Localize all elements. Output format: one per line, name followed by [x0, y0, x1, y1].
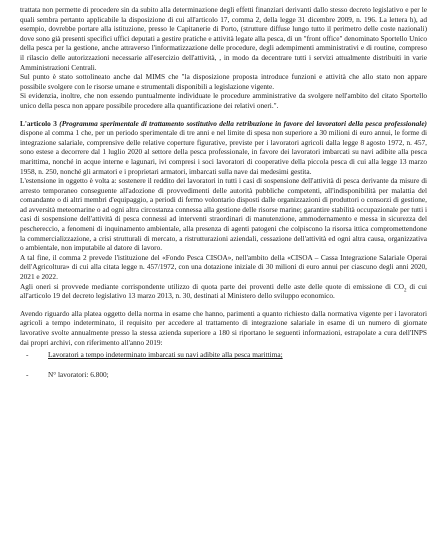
article3-text-comma1: dispone al comma 1 che, per un periodo sperimentale di tre anni e nel limite di spesa non superiore a 30 milioni di euro annui, le forme di integrazione salariale, comprensive delle relative coperture figurative, previste per i lavoratori agricoli dalla legge 8 agosto 1972, n. 457, sono estese a decorrere dal 1 luglio 2020 al settore della pesca professionale, in favore dei lavoratori imbarcati su navi adibite alla pesca marittima, nonché in acque interne e lagunari, ivi compresi i soci lavoratori di cooperative della piccola pesca di cui alla legge 13 marzo 1958, n. 250, nonché gli armatori e i proprietari armatori, imbarcati sulla nave dai medesimi gestita.: [20, 128, 427, 176]
paragraph-article3: [20, 119, 427, 177]
paragraph-quantification-note: Si evidenzia, inoltre, che non essendo puntualmente individuate le procedure amministrative da svolgere nell'ambito del citato Sportello unico della pesca non appare possibile procedere alla quantificazione dei relativi oneri.".: [20, 91, 427, 110]
paragraph-article3-funding: [20, 282, 427, 301]
paragraph-inps-data: Avendo riguardo alla platea oggetto della norma in esame che hanno, parimenti a quanto richiesto dalla normativa vigente per i lavoratori agricoli a tempo indeterminato, il requisito per accedere al trattamento di integrazione salariale in esame di un numero di giornate lavorative svolte annualmente presso la stessa azienda superiore a 180 si riportano le seguenti informazioni, estrapolate a cura dell'INPS dai propri archivi, con riferimento all'anno 2019:: [20, 308, 427, 347]
paragraph-article3-fund: A tal fine, il comma 2 prevede l'istituzione del «Fondo Pesca CISOA», nell'ambito della «CISOA – Cassa Integrazione Salariale Operai dell'Agricoltura» di cui alla citata legge n. 457/1972, con una dotazione iniziale di 30 milioni di euro annui per ciascuno degli anni 2020, 2021 e 2022.: [20, 252, 427, 282]
co2-subscript: 2: [404, 288, 407, 294]
data-list: [20, 350, 427, 379]
list-dash: -: [26, 369, 29, 379]
list-item-text: N° lavoratori: 6.800;: [48, 369, 109, 379]
article3-label: L'articolo 3: [20, 118, 57, 128]
funding-text-b: di cui all'articolo 19 del decreto legislativo 13 marzo 2013, n. 30, destinati al Ministero dello sviluppo economico.: [20, 281, 427, 301]
paragraph-article3-extension: L'estensione in oggetto è volta a: sostenere il reddito dei lavoratori in tutti i casi di sospensione dell'attività di pesca derivante da misure di arresto temporaneo conseguente all'adozione di provvedimenti delle autorità pubbliche competenti, all'indisponibilità per malattia del comandante o di altri membri d'equipaggio, a periodi di fermo volontario disposti dalle organizzazioni di produttori o consorzi di gestione, ad avversità meteomarine o ad ogni altra circostanza connessa alla gestione delle risorse marine; garantire stabilità occupazionale per tutti i casi di sospensione dell'attività di pesca connessi ad interventi straordinari di manutenzione, ammodernamento e messa in sicurezza del peschereccio, a fenomeni di inquinamento ambientale, alla presenza di agenti patogeni che colpiscono la risorsa ittica compromettendone la commercializzazione, a crisi strutturali di mercato, a ristrutturazioni aziendali, cessazione dell'attività ed ogni altra causa, organizzativa o ambientale, non imputabile al datore di lavoro.: [20, 176, 427, 253]
list-item: [20, 370, 427, 380]
paragraph-intro: trattata non permette di procedere sin da subito alla determinazione degli effetti finanziari derivanti dallo stesso decreto legislativo e per le quali sembra pertanto applicabile la disposizione di cui all'articolo 17, comma 2, della legge 31 dicembre 2009, n. 196. La lettera h), ad esempio, dovrebbe portare alla istituzione, presso le Capitanerie di Porto, (strutture diffuse lungo tutto il perimetro delle coste nazionali) dove sono già presenti specifici uffici deputati a gestire pratiche e attività legate alla pesca, di un "front office" denominato Sportello Unico della pesca per la gestione, anche attraverso l'informatizzazione delle procedure, degli adempimenti amministrativi e di routine, compreso il rilascio delle autorizzazioni necessarie all'esercizio dell'attività, , in modo da decentrare tutti i servizi attualmente distribuiti in varie Amministrazioni Centrali.: [20, 5, 427, 72]
paragraph-mims-note: Sul punto è stato sottolineato anche dal MIMS che "la disposizione proposta introduce funzioni e attività che allo stato non appare possibile svolgere con le risorse umane e strumentali disponibili a legislazione vigente.: [20, 72, 427, 91]
list-item-text: Lavoratori a tempo indeterminato imbarcati su navi adibite alla pesca marittima;: [48, 350, 283, 360]
article3-title: (Programma sperimentale di trattamento sostitutivo della retribuzione in favore dei lavoratori della pesca professionale): [59, 118, 427, 128]
list-dash: -: [26, 350, 29, 360]
list-item: [20, 350, 427, 360]
funding-text-a: Agli oneri si provvede mediante corrispondente utilizzo di quota parte dei proventi delle aste delle quote di emissione di CO: [20, 281, 405, 291]
